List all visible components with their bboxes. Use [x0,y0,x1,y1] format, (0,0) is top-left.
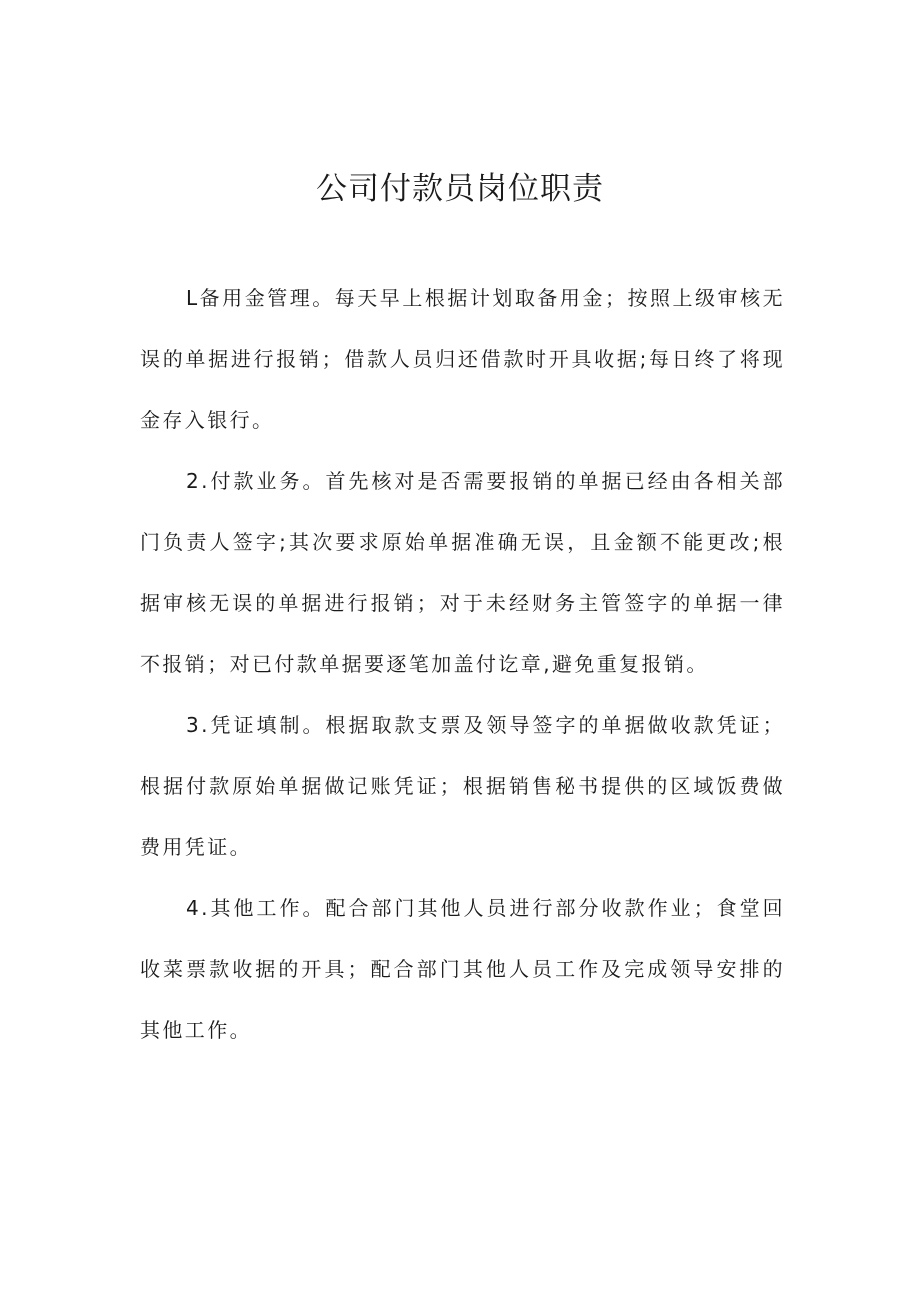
document-title: 公司付款员岗位职责 [316,171,604,207]
paragraph-petty-cash: L备用金管理。每天早上根据计划取备用金；按照上级审核无误的单据进行报销；借款人员归还借款时开具收据;每日终了将现金存入银行。 [140,286,785,432]
paragraph-voucher-preparation: 3.凭证填制。根据取款支票及领导签字的单据做收款凭证；根据付款原始单据做记账凭证；根据销售秘书提供的区域饭费做费用凭证。 [140,713,785,859]
paragraph-other-work: 4.其他工作。配合部门其他人员进行部分收款作业；食堂回收菜票款收据的开具；配合部门其他人员工作及完成领导安排的其他工作。 [140,896,785,1042]
paragraph-payment-business: 2.付款业务。首先核对是否需要报销的单据已经由各相关部门负责人签字;其次要求原始单据准确无误，且金额不能更改;根据审核无误的单据进行报销；对于未经财务主管签字的单据一律不报销；对已付款单据要逐笔加盖付讫章,避免重复报销。 [140,469,785,676]
document-body [140,268,785,1061]
